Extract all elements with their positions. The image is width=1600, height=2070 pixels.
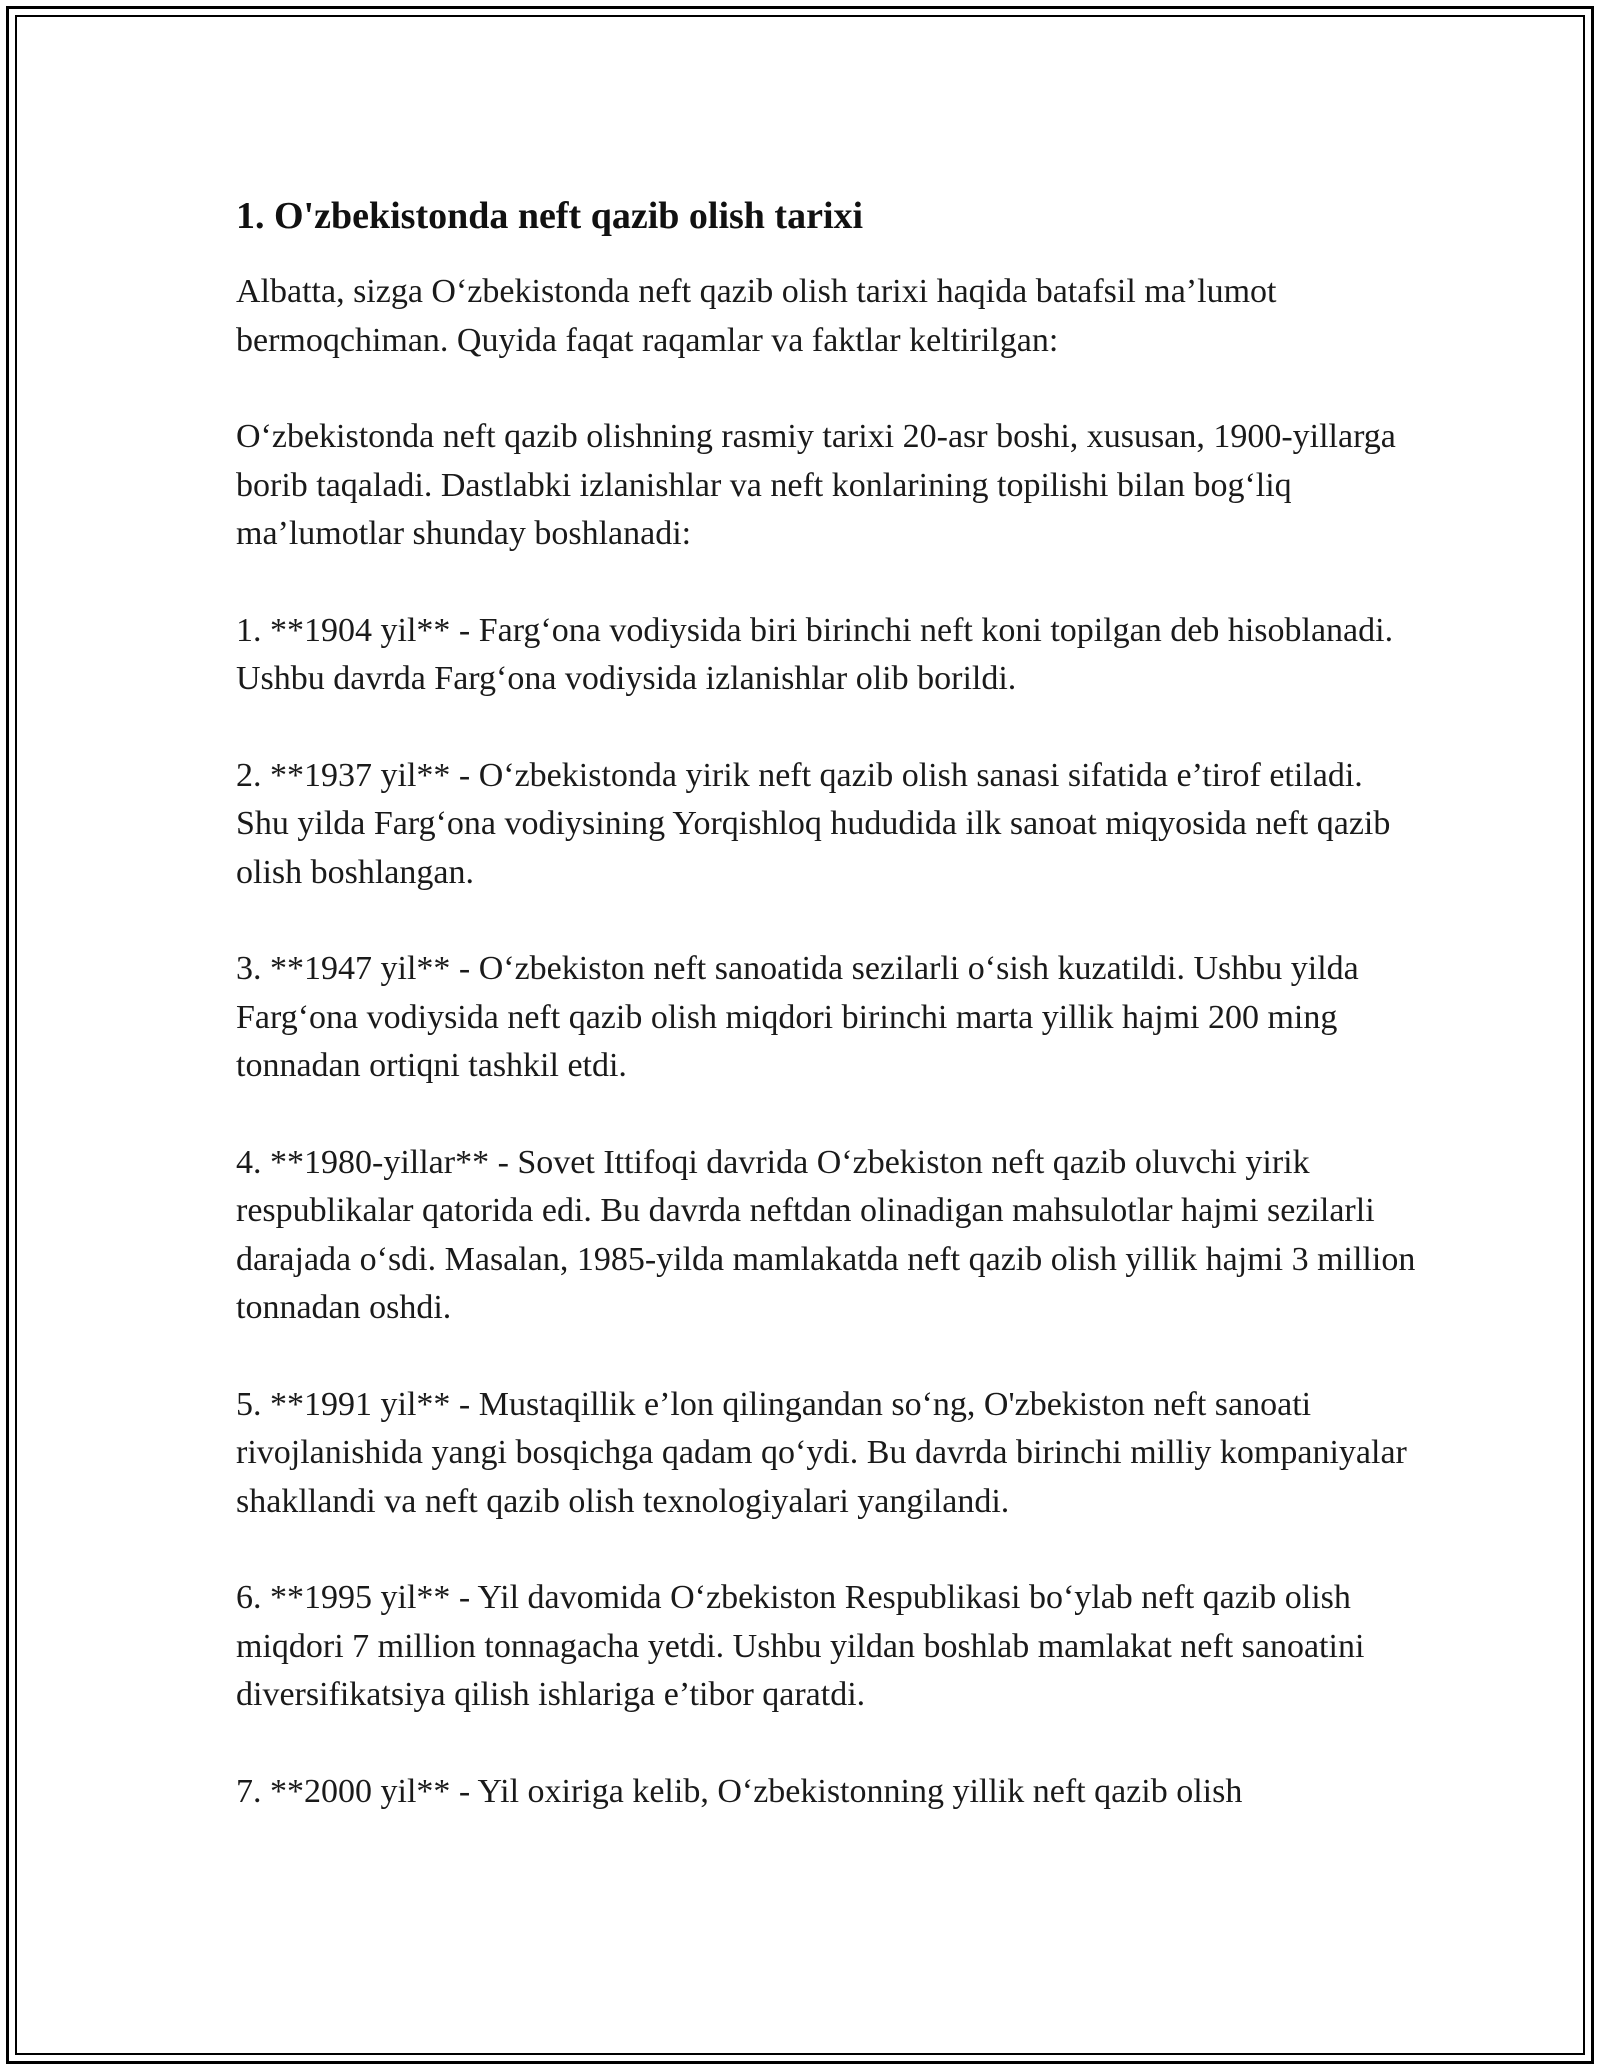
- list-item-1980s: 4. **1980-yillar** - Sovet Ittifoqi davrida O‘zbekiston neft qazib oluvchi yirik respublikalar qatorida edi. Bu davrda neftdan olinadigan mahsulotlar hajmi sezilarli darajada o‘sdi. Masalan, 1985-yilda mamlakatda neft qazib olish yillik hajmi 3 million tonnadan oshdi.: [236, 1143, 1416, 1326]
- list-item-1991: 5. **1991 yil** - Mustaqillik e’lon qilingandan so‘ng, O'zbekiston neft sanoati rivojlanishida yangi bosqichga qadam qo‘ydi. Bu davrda birinchi milliy kompaniyalar shakllandi va neft qazib olish texnologiyalari yangilandi.: [236, 1385, 1407, 1520]
- list-item-1904: 1. **1904 yil** - Farg‘ona vodiysida biri birinchi neft koni topilgan deb hisoblanadi. Ushbu davrda Farg‘ona vodiysida izlanishlar olib borildi.: [236, 611, 1394, 697]
- list-item-1995: 6. **1995 yil** - Yil davomida O‘zbekiston Respublikasi bo‘ylab neft qazib olish miqdori 7 million tonnagacha yetdi. Ushbu yildan boshlab mamlakat neft sanoatini diversifikatsiya qilish ishlariga e’tibor qaratdi.: [236, 1579, 1365, 1713]
- document-title: 1. O'zbekistonda neft qazib olish tarixi: [236, 195, 864, 237]
- list-item-1937: 2. **1937 yil** - O‘zbekistonda yirik neft qazib olish sanasi sifatida e’tirof etiladi. Shu yilda Farg‘ona vodiysining Yorqishloq hududida ilk sanoat miqyosida neft qazib olish boshlangan.: [236, 756, 1391, 891]
- intro-paragraph: Albatta, sizga O‘zbekistonda neft qazib olish tarixi haqida batafsil ma’lumot bermoqchiman. Quyida faqat raqamlar va faktlar keltirilgan:: [236, 273, 1277, 359]
- context-paragraph: O‘zbekistonda neft qazib olishning rasmiy tarixi 20-asr boshi, xususan, 1900-yillarga borib taqaladi. Dastlabki izlanishlar va neft konlarining topilishi bilan bog‘liq ma’lumotlar shunday boshlanadi:: [236, 418, 1396, 552]
- document-body: [236, 186, 1416, 1816]
- list-item-2000: 7. **2000 yil** - Yil oxiriga kelib, O‘zbekistonning yillik neft qazib olish: [236, 1772, 1243, 1810]
- list-item-1947: 3. **1947 yil** - O‘zbekiston neft sanoatida sezilarli o‘sish kuzatildi. Ushbu yilda Farg‘ona vodiysida neft qazib olish miqdori birinchi marta yillik hajmi 200 ming tonnadan ortiqni tashkil etdi.: [236, 950, 1359, 1084]
